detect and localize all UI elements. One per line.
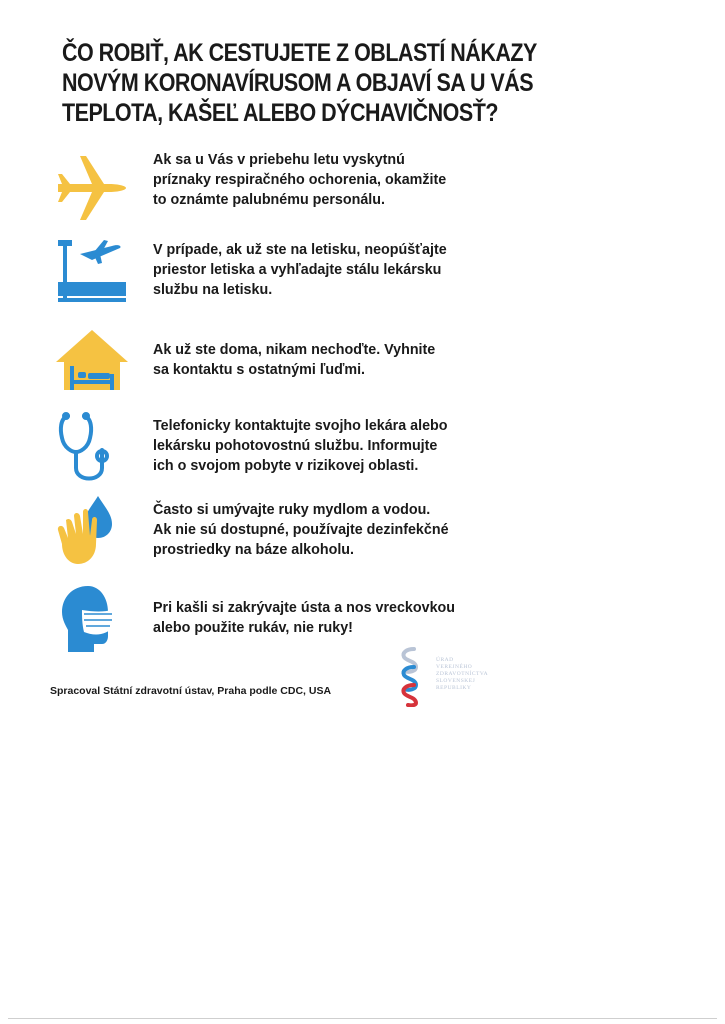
advice-line: službu na letisku. bbox=[153, 282, 273, 298]
hand-washing-icon bbox=[54, 494, 130, 570]
face-mask-icon bbox=[54, 582, 130, 658]
advice-text bbox=[153, 416, 483, 476]
advice-line: prostriedky na báze alkoholu. bbox=[153, 542, 355, 558]
logo-line: ZDRAVOTNÍCTVA bbox=[436, 671, 489, 677]
title-line: TEPLOTA, KAŠEĽ ALEBO DÝCHAVIČNOSŤ? bbox=[62, 99, 498, 127]
airport-icon bbox=[54, 238, 130, 314]
home-bed-icon bbox=[54, 328, 130, 404]
source-footer: Spracoval Státní zdravotní ústav, Praha podle CDC, USA bbox=[50, 685, 332, 697]
logo-line: VEREJNÉHO bbox=[436, 664, 473, 670]
ministry-logo-icon bbox=[396, 645, 426, 707]
advice-text bbox=[153, 500, 483, 560]
airplane-icon bbox=[54, 150, 130, 226]
advice-line: Často si umývajte ruky mydlom a vodou. bbox=[153, 502, 431, 518]
logo-line: ÚRAD bbox=[436, 657, 454, 663]
stethoscope-icon bbox=[54, 412, 130, 488]
advice-line: Ak nie sú dostupné, používajte dezinfekčné bbox=[153, 522, 449, 538]
page-title bbox=[62, 38, 537, 128]
advice-line: Pri kašli si zakrývajte ústa a nos vreckovkou bbox=[153, 600, 455, 616]
logo-line: REPUBLIKY bbox=[436, 685, 472, 691]
page-edge-divider bbox=[8, 1018, 717, 1019]
advice-line: alebo použite rukáv, nie ruky! bbox=[153, 620, 353, 636]
advice-text bbox=[153, 340, 483, 380]
advice-line: ich o svojom pobyte v rizikovej oblasti. bbox=[153, 458, 419, 474]
ministry-logo bbox=[396, 645, 506, 707]
advice-line: V prípade, ak už ste na letisku, neopúšťajte bbox=[153, 242, 447, 258]
advice-line: lekársku pohotovostnú službu. Informujte bbox=[153, 438, 438, 454]
advice-text bbox=[153, 150, 483, 210]
advice-line: to oznámte palubnému personálu. bbox=[153, 192, 385, 208]
logo-text bbox=[436, 657, 488, 692]
advice-text bbox=[153, 240, 483, 300]
advice-line: Ak už ste doma, nikam nechoďte. Vyhnite bbox=[153, 342, 436, 358]
advice-line: Ak sa u Vás v priebehu letu vyskytnú bbox=[153, 152, 405, 168]
advice-text bbox=[153, 598, 483, 638]
title-line: ČO ROBIŤ, AK CESTUJETE Z OBLASTÍ NÁKAZY bbox=[62, 39, 537, 67]
advice-line: sa kontaktu s ostatnými ľuďmi. bbox=[153, 362, 366, 378]
advice-line: priestor letiska a vyhľadajte stálu lekársku bbox=[153, 262, 442, 278]
advice-line: Telefonicky kontaktujte svojho lekára alebo bbox=[153, 418, 448, 434]
title-line: NOVÝM KORONAVÍRUSOM A OBJAVÍ SA U VÁS bbox=[62, 69, 534, 97]
advice-line: príznaky respiračného ochorenia, okamžite bbox=[153, 172, 447, 188]
logo-line: SLOVENSKEJ bbox=[436, 678, 476, 684]
